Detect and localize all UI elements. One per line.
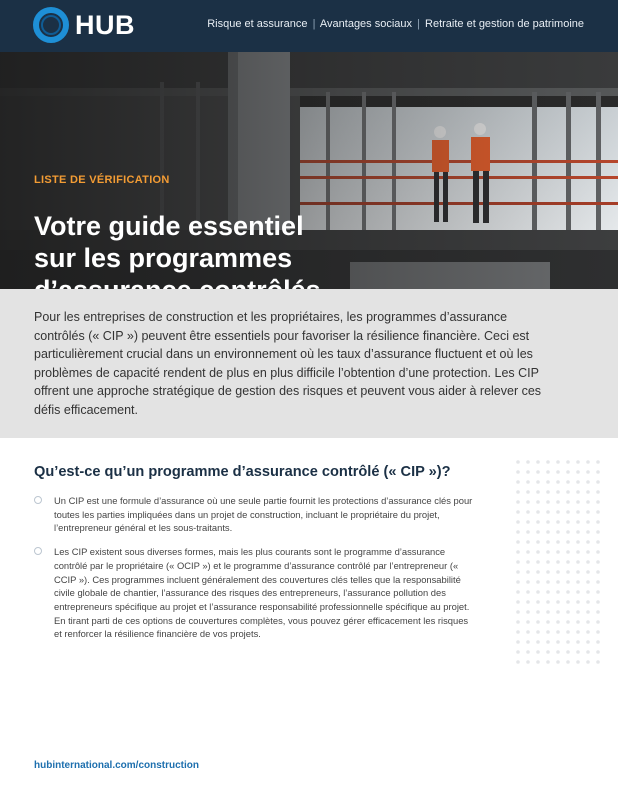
footer-website-link[interactable]: hubinternational.com/construction bbox=[34, 760, 200, 771]
nav-divider: | bbox=[417, 18, 420, 30]
nav-item-risk[interactable]: Risque et assurance bbox=[207, 18, 308, 30]
nav-item-benefits[interactable]: Avantages sociaux bbox=[319, 18, 413, 30]
nav-divider: | bbox=[312, 18, 316, 30]
bullet-text: Un CIP est une formule d’assurance où une seule partie fournit les protections d’assurance clés pour toutes les parties impliquées dans un projet de construction, incluant le propriétaire du projet, l’entrepreneur général et les sous-traitants. bbox=[54, 495, 473, 534]
hub-logo[interactable] bbox=[34, 8, 135, 42]
top-bar bbox=[0, 0, 618, 52]
intro-paragraph: Pour les entreprises de construction et les propriétaires, les programmes d’assurance contrôlés (« CIP ») peuvent être essentiels pour favoriser la résilience financière. Ceci est particulièrement crucial dans un environnement où les taux d’assurance fluctuent et où les problèmes de capacité rendent de plus en plus difficile l’obtention d’une protection. Les CIP offrent une approche stratégique de gestion des risques et peuvent vous aider à relever ces défis efficacement. bbox=[34, 310, 542, 417]
hero-banner bbox=[0, 52, 618, 289]
hub-logo-icon bbox=[34, 8, 68, 42]
bullet-icon bbox=[34, 496, 42, 504]
decorative-dot-grid bbox=[514, 458, 606, 668]
bullet-icon bbox=[34, 547, 42, 555]
logo-wordmark: HUB bbox=[75, 10, 135, 40]
list-item bbox=[34, 545, 474, 641]
eyebrow-label: LISTE DE VÉRIFICATION bbox=[34, 174, 170, 186]
list-item bbox=[34, 494, 474, 535]
intro-band bbox=[0, 289, 618, 438]
section-heading: Qu’est-ce qu’un programme d’assurance contrôlé (« CIP »)? bbox=[34, 464, 451, 480]
title-line: Votre guide essentiel bbox=[34, 211, 304, 242]
title-line: sur les programmes bbox=[34, 243, 293, 274]
top-navigation bbox=[207, 18, 584, 30]
nav-item-retirement[interactable]: Retraite et gestion de patrimoine bbox=[425, 18, 584, 30]
bullet-text: Les CIP existent sous diverses formes, mais les plus courants sont le programme d’assurance contrôlé par le propriétaire (« OCIP ») et le programme d’assurance contrôlé par l’entrepreneur (« CCIP »). Ces programmes incluent généralement des couvertures clés telles que la responsabilité civile globale de chantier, l’assurance des risques des entrepreneurs, l’assurance pollution des entrepreneurs spécifique au projet et l’assurance responsabilité professionnelle spécifique au projet. En tirant parti de ces options de couvertures complètes, vous pouvez gérer efficacement les risques et renforcer la résilience financière de vos projets. bbox=[54, 546, 470, 640]
bullet-list bbox=[34, 494, 474, 651]
